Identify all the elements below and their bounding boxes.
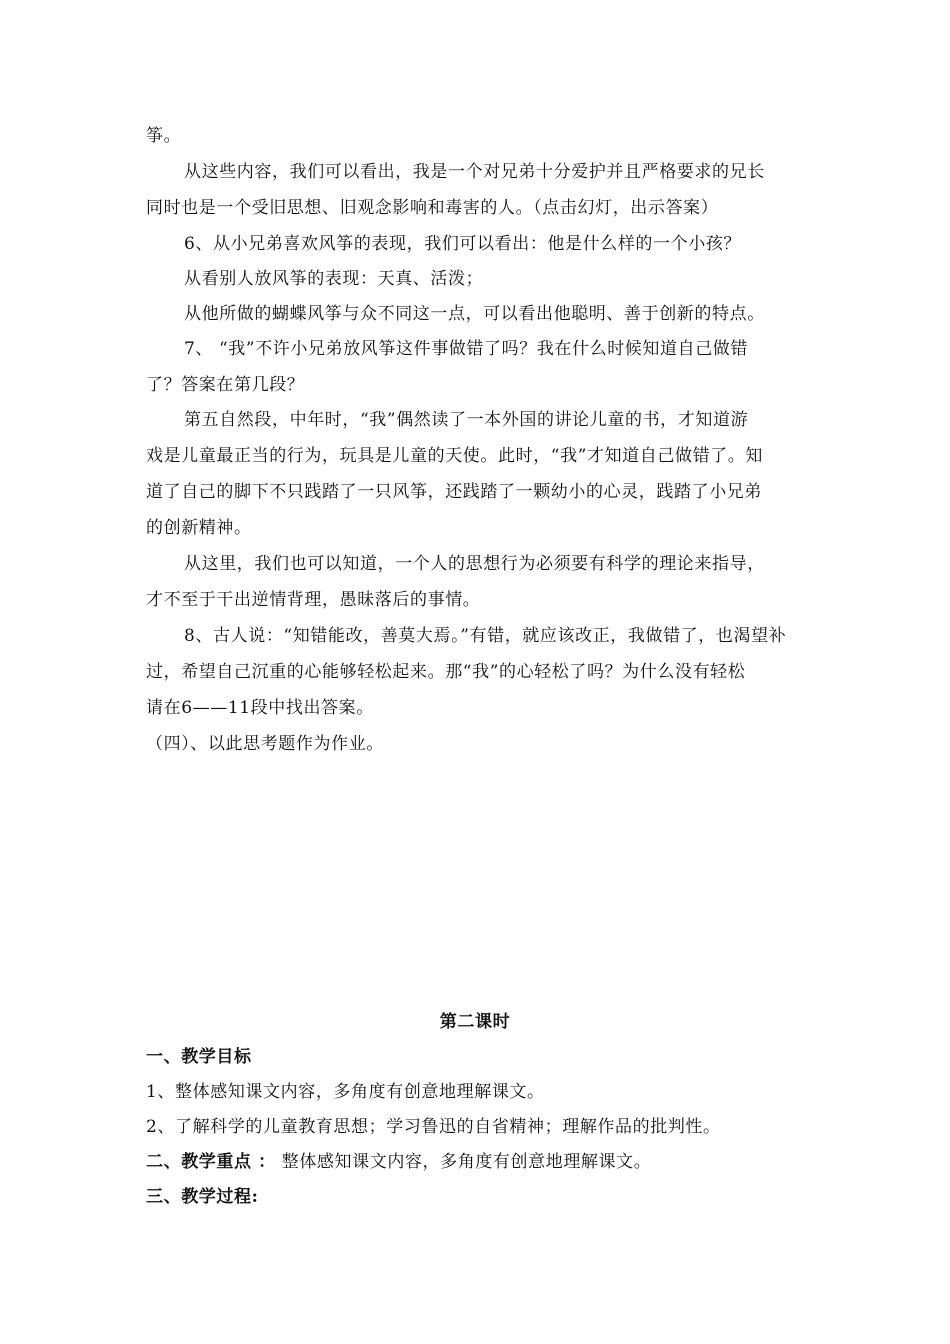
- paragraph-line: 8、古人说：“知错能改，善莫大焉。”有错，就应该改正，我做错了，也渴望补: [184, 626, 787, 646]
- paragraph-line: 道了自己的脚下不只践踏了一只风筝，还践踏了一颗幼小的心灵，践踏了小兄弟: [146, 482, 762, 502]
- paragraph-line: 请在6——11段中找出答案。: [146, 698, 374, 718]
- paragraph-line: （四）、以此思考题作为作业。: [146, 734, 384, 754]
- paragraph-line: 从这里，我们也可以知道，一个人的思想行为必须要有科学的理论来指导，: [184, 554, 765, 574]
- focus-label: 二、教学重点 ：: [146, 1152, 276, 1172]
- paragraph-line: 从这些内容，我们可以看出，我是一个对兄弟十分爱护并且严格要求的兄长: [184, 162, 765, 182]
- lesson-title: 第二课时: [439, 1012, 511, 1032]
- paragraph-line: 同时也是一个受旧思想、旧观念影响和毒害的人。（点击幻灯，出示答案）: [146, 198, 719, 218]
- objective-item: 1、整体感知课文内容，多角度有创意地理解课文。: [146, 1082, 545, 1102]
- paragraph-line: 6、从小兄弟喜欢风筝的表现，我们可以看出：他是什么样的一个小孩？: [184, 234, 742, 254]
- focus-line: [146, 1150, 812, 1174]
- paragraph-line: 过，希望自己沉重的心能够轻松起来。那“我”的心轻松了吗？为什么没有轻松: [146, 662, 746, 682]
- paragraph-line: 第五自然段，中年时，“我”偶然读了一本外国的讲论儿童的书，才知道游: [184, 410, 749, 430]
- paragraph-line: 了？答案在第几段？: [146, 375, 305, 395]
- process-heading: 三、教学过程:: [146, 1187, 259, 1207]
- paragraph-line: 从看别人放风筝的表现：天真、活泼；: [184, 269, 484, 289]
- paragraph-line: 从他所做的蝴蝶风筝与众不同这一点，可以看出他聪明、善于创新的特点。: [184, 304, 765, 324]
- focus-text: 整体感知课文内容，多角度有创意地理解课文。: [281, 1152, 652, 1172]
- objectives-heading: 一、教学目标: [146, 1047, 252, 1067]
- paragraph-line: 7、 “我”不许小兄弟放风筝这件事做错了吗？我在什么时候知道自己做错: [184, 339, 748, 359]
- paragraph-line: 戏是儿童最正当的行为，玩具是儿童的天使。此时，“我”才知道自己做错了。知: [146, 446, 763, 466]
- objective-item: 2、了解科学的儿童教育思想；学习鲁迅的自省精神；理解作品的批判性。: [146, 1117, 721, 1137]
- paragraph-line: 筝。: [146, 126, 182, 146]
- paragraph-line: 的创新精神。: [146, 518, 252, 538]
- paragraph-line: 才不至于干出逆情背理，愚昧落后的事情。: [146, 590, 481, 610]
